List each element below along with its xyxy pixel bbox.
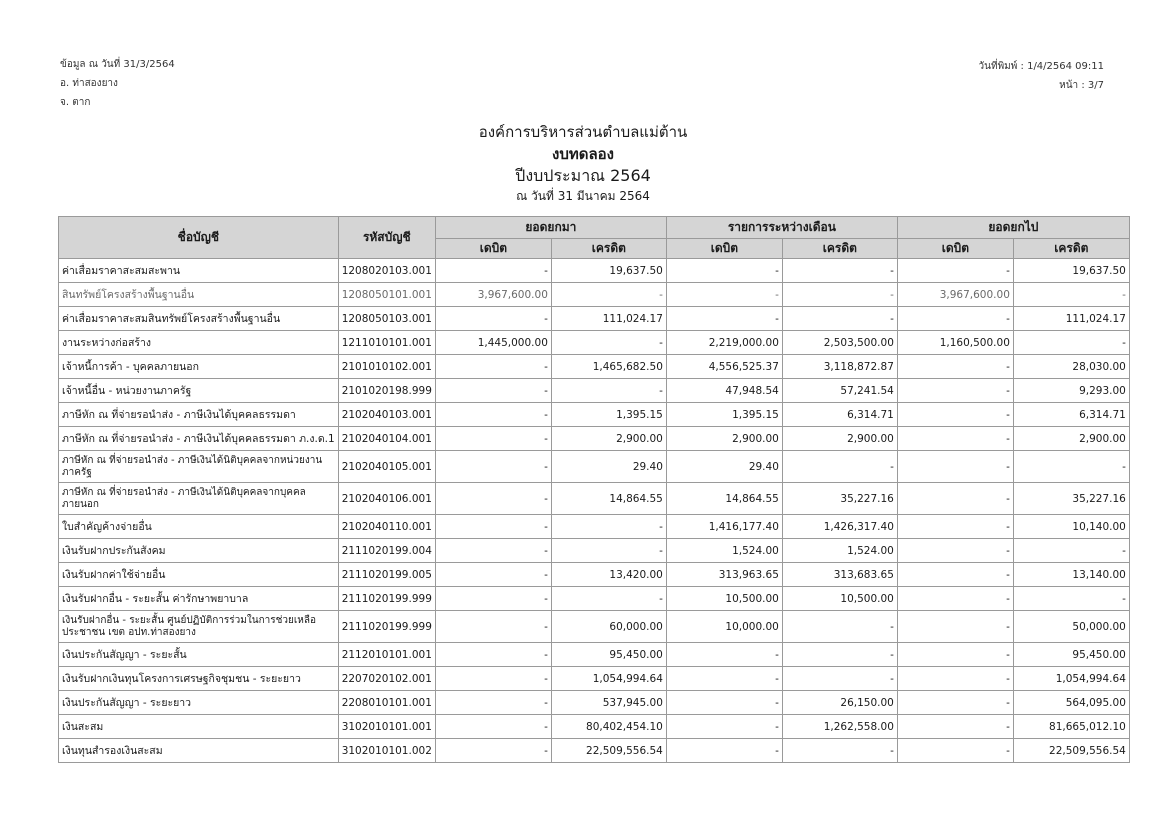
bf-debit: - <box>435 427 551 451</box>
month-credit: 2,503,500.00 <box>782 331 897 355</box>
bf-credit: 13,420.00 <box>551 563 666 587</box>
bf-debit: - <box>435 307 551 331</box>
cf-debit: - <box>897 259 1013 283</box>
account-name: ภาษีหัก ณ ที่จ่ายรอนำส่ง - ภาษีเงินได้นิติบุคคลจากบุคคลภายนอก <box>59 483 339 515</box>
cf-debit: - <box>897 539 1013 563</box>
account-name: ภาษีหัก ณ ที่จ่ายรอนำส่ง - ภาษีเงินได้บุคคลธรรมดา <box>59 403 339 427</box>
month-credit: - <box>782 307 897 331</box>
bf-debit: - <box>435 539 551 563</box>
bf-debit: - <box>435 739 551 763</box>
month-credit: 1,524.00 <box>782 539 897 563</box>
col-header-credit: เครดิต <box>1013 239 1129 259</box>
account-name: เงินสะสม <box>59 715 339 739</box>
col-header-brought-forward: ยอดยกมา <box>435 217 666 239</box>
cf-debit: - <box>897 379 1013 403</box>
month-debit: - <box>666 739 782 763</box>
account-name: เงินรับฝากอื่น - ระยะสั้น ศูนย์ปฏิบัติการร่วมในการช่วยเหลือประชาชน เขต อปท.ท่าสองยาง <box>59 611 339 643</box>
table-row <box>59 307 1130 331</box>
month-debit: 10,000.00 <box>666 611 782 643</box>
account-code: 2102040110.001 <box>338 515 435 539</box>
account-name: เงินทุนสำรองเงินสะสม <box>59 739 339 763</box>
month-debit: 14,864.55 <box>666 483 782 515</box>
month-debit: - <box>666 715 782 739</box>
bf-credit: 1,395.15 <box>551 403 666 427</box>
account-code: 3102010101.002 <box>338 739 435 763</box>
table-row <box>59 403 1130 427</box>
table-row <box>59 587 1130 611</box>
account-code: 1208020103.001 <box>338 259 435 283</box>
month-debit: - <box>666 307 782 331</box>
cf-credit: 13,140.00 <box>1013 563 1129 587</box>
account-name: ค่าเสื่อมราคาสะสมสะพาน <box>59 259 339 283</box>
account-name: เงินรับฝากค่าใช้จ่ายอื่น <box>59 563 339 587</box>
account-name: ภาษีหัก ณ ที่จ่ายรอนำส่ง - ภาษีเงินได้นิติบุคคลจากหน่วยงานภาครัฐ <box>59 451 339 483</box>
month-debit: - <box>666 283 782 307</box>
bf-credit: - <box>551 515 666 539</box>
bf-debit: - <box>435 587 551 611</box>
ledger-body <box>59 259 1130 763</box>
bf-debit: - <box>435 563 551 587</box>
bf-debit: - <box>435 515 551 539</box>
month-debit: 10,500.00 <box>666 587 782 611</box>
col-header-debit: เดบิต <box>666 239 782 259</box>
table-row <box>59 643 1130 667</box>
cf-debit: - <box>897 667 1013 691</box>
month-credit: 26,150.00 <box>782 691 897 715</box>
month-debit: - <box>666 667 782 691</box>
month-credit: - <box>782 643 897 667</box>
bf-credit: - <box>551 587 666 611</box>
table-row <box>59 739 1130 763</box>
bf-credit: 2,900.00 <box>551 427 666 451</box>
cf-debit: - <box>897 403 1013 427</box>
bf-credit: 1,054,994.64 <box>551 667 666 691</box>
province: จ. ตาก <box>60 97 91 108</box>
account-code: 2111020199.005 <box>338 563 435 587</box>
table-row <box>59 283 1130 307</box>
month-debit: 1,524.00 <box>666 539 782 563</box>
month-debit: 313,963.65 <box>666 563 782 587</box>
bf-credit: 22,509,556.54 <box>551 739 666 763</box>
month-debit: - <box>666 691 782 715</box>
month-credit: 2,900.00 <box>782 427 897 451</box>
account-code: 2101020198.999 <box>338 379 435 403</box>
cf-credit: 10,140.00 <box>1013 515 1129 539</box>
bf-debit: 1,445,000.00 <box>435 331 551 355</box>
report-date: ณ วันที่ 31 มีนาคม 2564 <box>516 189 650 203</box>
table-row <box>59 259 1130 283</box>
month-credit: - <box>782 283 897 307</box>
table-row <box>59 379 1130 403</box>
table-row <box>59 451 1130 483</box>
month-debit: - <box>666 259 782 283</box>
account-name: เงินรับฝากอื่น - ระยะสั้น ค่ารักษาพยาบาล <box>59 587 339 611</box>
col-header-carried-forward: ยอดยกไป <box>897 217 1129 239</box>
col-header-debit: เดบิต <box>435 239 551 259</box>
account-name: งานระหว่างก่อสร้าง <box>59 331 339 355</box>
month-debit: 4,556,525.37 <box>666 355 782 379</box>
cf-credit: - <box>1013 451 1129 483</box>
month-debit: 29.40 <box>666 451 782 483</box>
table-row <box>59 355 1130 379</box>
cf-credit: 6,314.71 <box>1013 403 1129 427</box>
account-name: สินทรัพย์โครงสร้างพื้นฐานอื่น <box>59 283 339 307</box>
month-debit: 2,219,000.00 <box>666 331 782 355</box>
bf-credit: - <box>551 283 666 307</box>
cf-debit: - <box>897 643 1013 667</box>
cf-debit: 3,967,600.00 <box>897 283 1013 307</box>
cf-credit: - <box>1013 587 1129 611</box>
cf-debit: - <box>897 611 1013 643</box>
account-code: 2102040103.001 <box>338 403 435 427</box>
bf-debit: - <box>435 355 551 379</box>
bf-credit: 95,450.00 <box>551 643 666 667</box>
table-row <box>59 667 1130 691</box>
bf-debit: - <box>435 259 551 283</box>
table-row <box>59 483 1130 515</box>
bf-credit: 14,864.55 <box>551 483 666 515</box>
month-credit: 10,500.00 <box>782 587 897 611</box>
cf-credit: 81,665,012.10 <box>1013 715 1129 739</box>
account-name: ใบสำคัญค้างจ่ายอื่น <box>59 515 339 539</box>
col-header-debit: เดบิต <box>897 239 1013 259</box>
bf-credit: - <box>551 539 666 563</box>
report-title: งบทดลอง <box>552 145 614 163</box>
bf-credit: 537,945.00 <box>551 691 666 715</box>
account-code: 2102040105.001 <box>338 451 435 483</box>
account-code: 2112010101.001 <box>338 643 435 667</box>
bf-debit: - <box>435 611 551 643</box>
report-titles <box>0 121 1166 205</box>
month-credit: 313,683.65 <box>782 563 897 587</box>
account-code: 1211010101.001 <box>338 331 435 355</box>
account-code: 1208050103.001 <box>338 307 435 331</box>
cf-debit: 1,160,500.00 <box>897 331 1013 355</box>
bf-credit: 1,465,682.50 <box>551 355 666 379</box>
month-debit: - <box>666 643 782 667</box>
table-row <box>59 331 1130 355</box>
cf-credit: 35,227.16 <box>1013 483 1129 515</box>
cf-credit: 28,030.00 <box>1013 355 1129 379</box>
cf-credit: 19,637.50 <box>1013 259 1129 283</box>
bf-debit: - <box>435 483 551 515</box>
org-name: องค์การบริหารส่วนตำบลแม่ต้าน <box>478 123 688 141</box>
account-name: เงินประกันสัญญา - ระยะยาว <box>59 691 339 715</box>
cf-credit: 2,900.00 <box>1013 427 1129 451</box>
month-credit: 3,118,872.87 <box>782 355 897 379</box>
account-code: 2208010101.001 <box>338 691 435 715</box>
month-credit: - <box>782 611 897 643</box>
cf-debit: - <box>897 739 1013 763</box>
bf-debit: - <box>435 451 551 483</box>
bf-debit: 3,967,600.00 <box>435 283 551 307</box>
print-date: วันที่พิมพ์ : 1/4/2564 09:11 <box>978 61 1104 72</box>
account-code: 2207020102.001 <box>338 667 435 691</box>
col-header-credit: เครดิต <box>782 239 897 259</box>
month-credit: 57,241.54 <box>782 379 897 403</box>
month-credit: 35,227.16 <box>782 483 897 515</box>
table-row <box>59 611 1130 643</box>
cf-debit: - <box>897 691 1013 715</box>
account-name: เจ้าหนี้อื่น - หน่วยงานภาครัฐ <box>59 379 339 403</box>
month-credit: 1,426,317.40 <box>782 515 897 539</box>
cf-debit: - <box>897 563 1013 587</box>
month-credit: - <box>782 667 897 691</box>
table-row <box>59 715 1130 739</box>
table-row <box>59 563 1130 587</box>
cf-credit: - <box>1013 331 1129 355</box>
cf-credit: 111,024.17 <box>1013 307 1129 331</box>
cf-credit: 9,293.00 <box>1013 379 1129 403</box>
trial-balance-table <box>58 216 1130 763</box>
month-credit: - <box>782 739 897 763</box>
cf-credit: 95,450.00 <box>1013 643 1129 667</box>
month-credit: 6,314.71 <box>782 403 897 427</box>
account-name: เงินประกันสัญญา - ระยะสั้น <box>59 643 339 667</box>
data-as-of: ข้อมูล ณ วันที่ 31/3/2564 <box>60 59 175 70</box>
cf-credit: 22,509,556.54 <box>1013 739 1129 763</box>
account-code: 2111020199.999 <box>338 587 435 611</box>
bf-credit: 29.40 <box>551 451 666 483</box>
account-code: 3102010101.001 <box>338 715 435 739</box>
month-credit: - <box>782 451 897 483</box>
cf-credit: 50,000.00 <box>1013 611 1129 643</box>
account-code: 2102040104.001 <box>338 427 435 451</box>
bf-credit: 111,024.17 <box>551 307 666 331</box>
bf-credit: 80,402,454.10 <box>551 715 666 739</box>
account-code: 1208050101.001 <box>338 283 435 307</box>
cf-credit: 1,054,994.64 <box>1013 667 1129 691</box>
bf-debit: - <box>435 667 551 691</box>
account-code: 2101010102.001 <box>338 355 435 379</box>
cf-debit: - <box>897 427 1013 451</box>
col-header-during-month: รายการระหว่างเดือน <box>666 217 897 239</box>
cf-credit: 564,095.00 <box>1013 691 1129 715</box>
report-meta-left <box>60 55 175 112</box>
month-credit: - <box>782 259 897 283</box>
bf-debit: - <box>435 643 551 667</box>
cf-credit: - <box>1013 539 1129 563</box>
page-number: หน้า : 3/7 <box>1059 80 1104 91</box>
bf-credit: - <box>551 331 666 355</box>
cf-debit: - <box>897 715 1013 739</box>
bf-debit: - <box>435 715 551 739</box>
bf-credit: - <box>551 379 666 403</box>
month-debit: 1,395.15 <box>666 403 782 427</box>
col-header-account-code: รหัสบัญชี <box>338 217 435 259</box>
col-header-credit: เครดิต <box>551 239 666 259</box>
report-meta-right <box>979 57 1104 95</box>
table-row <box>59 691 1130 715</box>
bf-debit: - <box>435 691 551 715</box>
fiscal-year: ปีงบประมาณ 2564 <box>515 166 651 185</box>
cf-credit: - <box>1013 283 1129 307</box>
cf-debit: - <box>897 451 1013 483</box>
bf-credit: 19,637.50 <box>551 259 666 283</box>
table-row <box>59 515 1130 539</box>
account-code: 2111020199.004 <box>338 539 435 563</box>
account-name: เจ้าหนี้การค้า - บุคคลภายนอก <box>59 355 339 379</box>
cf-debit: - <box>897 307 1013 331</box>
bf-debit: - <box>435 379 551 403</box>
account-name: เงินรับฝากประกันสังคม <box>59 539 339 563</box>
cf-debit: - <box>897 355 1013 379</box>
cf-debit: - <box>897 587 1013 611</box>
district: อ. ท่าสองยาง <box>60 78 118 89</box>
month-credit: 1,262,558.00 <box>782 715 897 739</box>
month-debit: 47,948.54 <box>666 379 782 403</box>
account-code: 2111020199.999 <box>338 611 435 643</box>
bf-credit: 60,000.00 <box>551 611 666 643</box>
account-name: ภาษีหัก ณ ที่จ่ายรอนำส่ง - ภาษีเงินได้บุคคลธรรมดา ภ.ง.ด.1 <box>59 427 339 451</box>
account-name: เงินรับฝากเงินทุนโครงการเศรษฐกิจชุมชน - ระยะยาว <box>59 667 339 691</box>
account-code: 2102040106.001 <box>338 483 435 515</box>
cf-debit: - <box>897 483 1013 515</box>
col-header-account-name: ชื่อบัญชี <box>59 217 339 259</box>
month-debit: 2,900.00 <box>666 427 782 451</box>
account-name: ค่าเสื่อมราคาสะสมสินทรัพย์โครงสร้างพื้นฐานอื่น <box>59 307 339 331</box>
cf-debit: - <box>897 515 1013 539</box>
bf-debit: - <box>435 403 551 427</box>
table-row <box>59 539 1130 563</box>
table-row <box>59 427 1130 451</box>
month-debit: 1,416,177.40 <box>666 515 782 539</box>
